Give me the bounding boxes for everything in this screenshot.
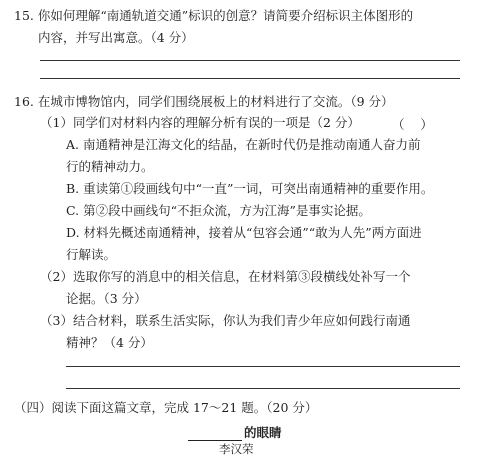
- option-d-line1: D. 材料先概述南通精神，接着从“包容会通”“敢为人先”两方面进: [66, 225, 422, 240]
- article-title-text: 的眼睛: [244, 425, 282, 440]
- answer-parentheses: （ ）: [392, 117, 433, 132]
- answer-line: [40, 78, 460, 79]
- question-15-line1: 15. 你如何理解“南通轨道交通”标识的创意？请简要介绍标识主体图形的: [14, 8, 414, 23]
- option-b: B. 重读第①段画线句中“一直”一词，可突出南通精神的重要作用。: [66, 181, 434, 196]
- answer-line: [66, 388, 460, 389]
- option-d-line2: 行解读。: [66, 247, 117, 262]
- answer-line: [66, 366, 460, 367]
- question-16-sub3-line2: 精神？（4 分）: [66, 335, 153, 350]
- option-a-line1: A. 南通精神是江海文化的结晶，在新时代仍是推动南通人奋力前: [66, 137, 421, 152]
- answer-line: [40, 60, 460, 61]
- question-16-stem: 16. 在城市博物馆内，同学们围绕展板上的材料进行了交流。（9 分）: [14, 94, 394, 109]
- article-author: 李汉荣: [219, 442, 254, 456]
- section-4-heading: （四）阅读下面这篇文章，完成 17～21 题。（20 分）: [14, 400, 318, 415]
- question-16-sub2-line1: （2）选取你写的消息中的相关信息，在材料第③段横线处补写一个: [40, 269, 411, 284]
- article-title: [188, 423, 282, 441]
- question-16-sub1: （1）同学们对材料内容的理解分析有误的一项是（2 分）: [40, 115, 360, 130]
- question-15-line2: 内容，并写出寓意。（4 分）: [38, 30, 194, 45]
- option-a-line2: 行的精神动力。: [66, 159, 154, 174]
- question-16-sub3-line1: （3）结合材料，联系生活实际，你认为我们青少年应如何践行南通: [40, 313, 411, 328]
- option-c: C. 第②段中画线句“不拒众流，方为江海”是事实论据。: [66, 203, 371, 218]
- question-16-sub2-line2: 论据。（3 分）: [66, 291, 147, 306]
- title-blank: [188, 428, 242, 441]
